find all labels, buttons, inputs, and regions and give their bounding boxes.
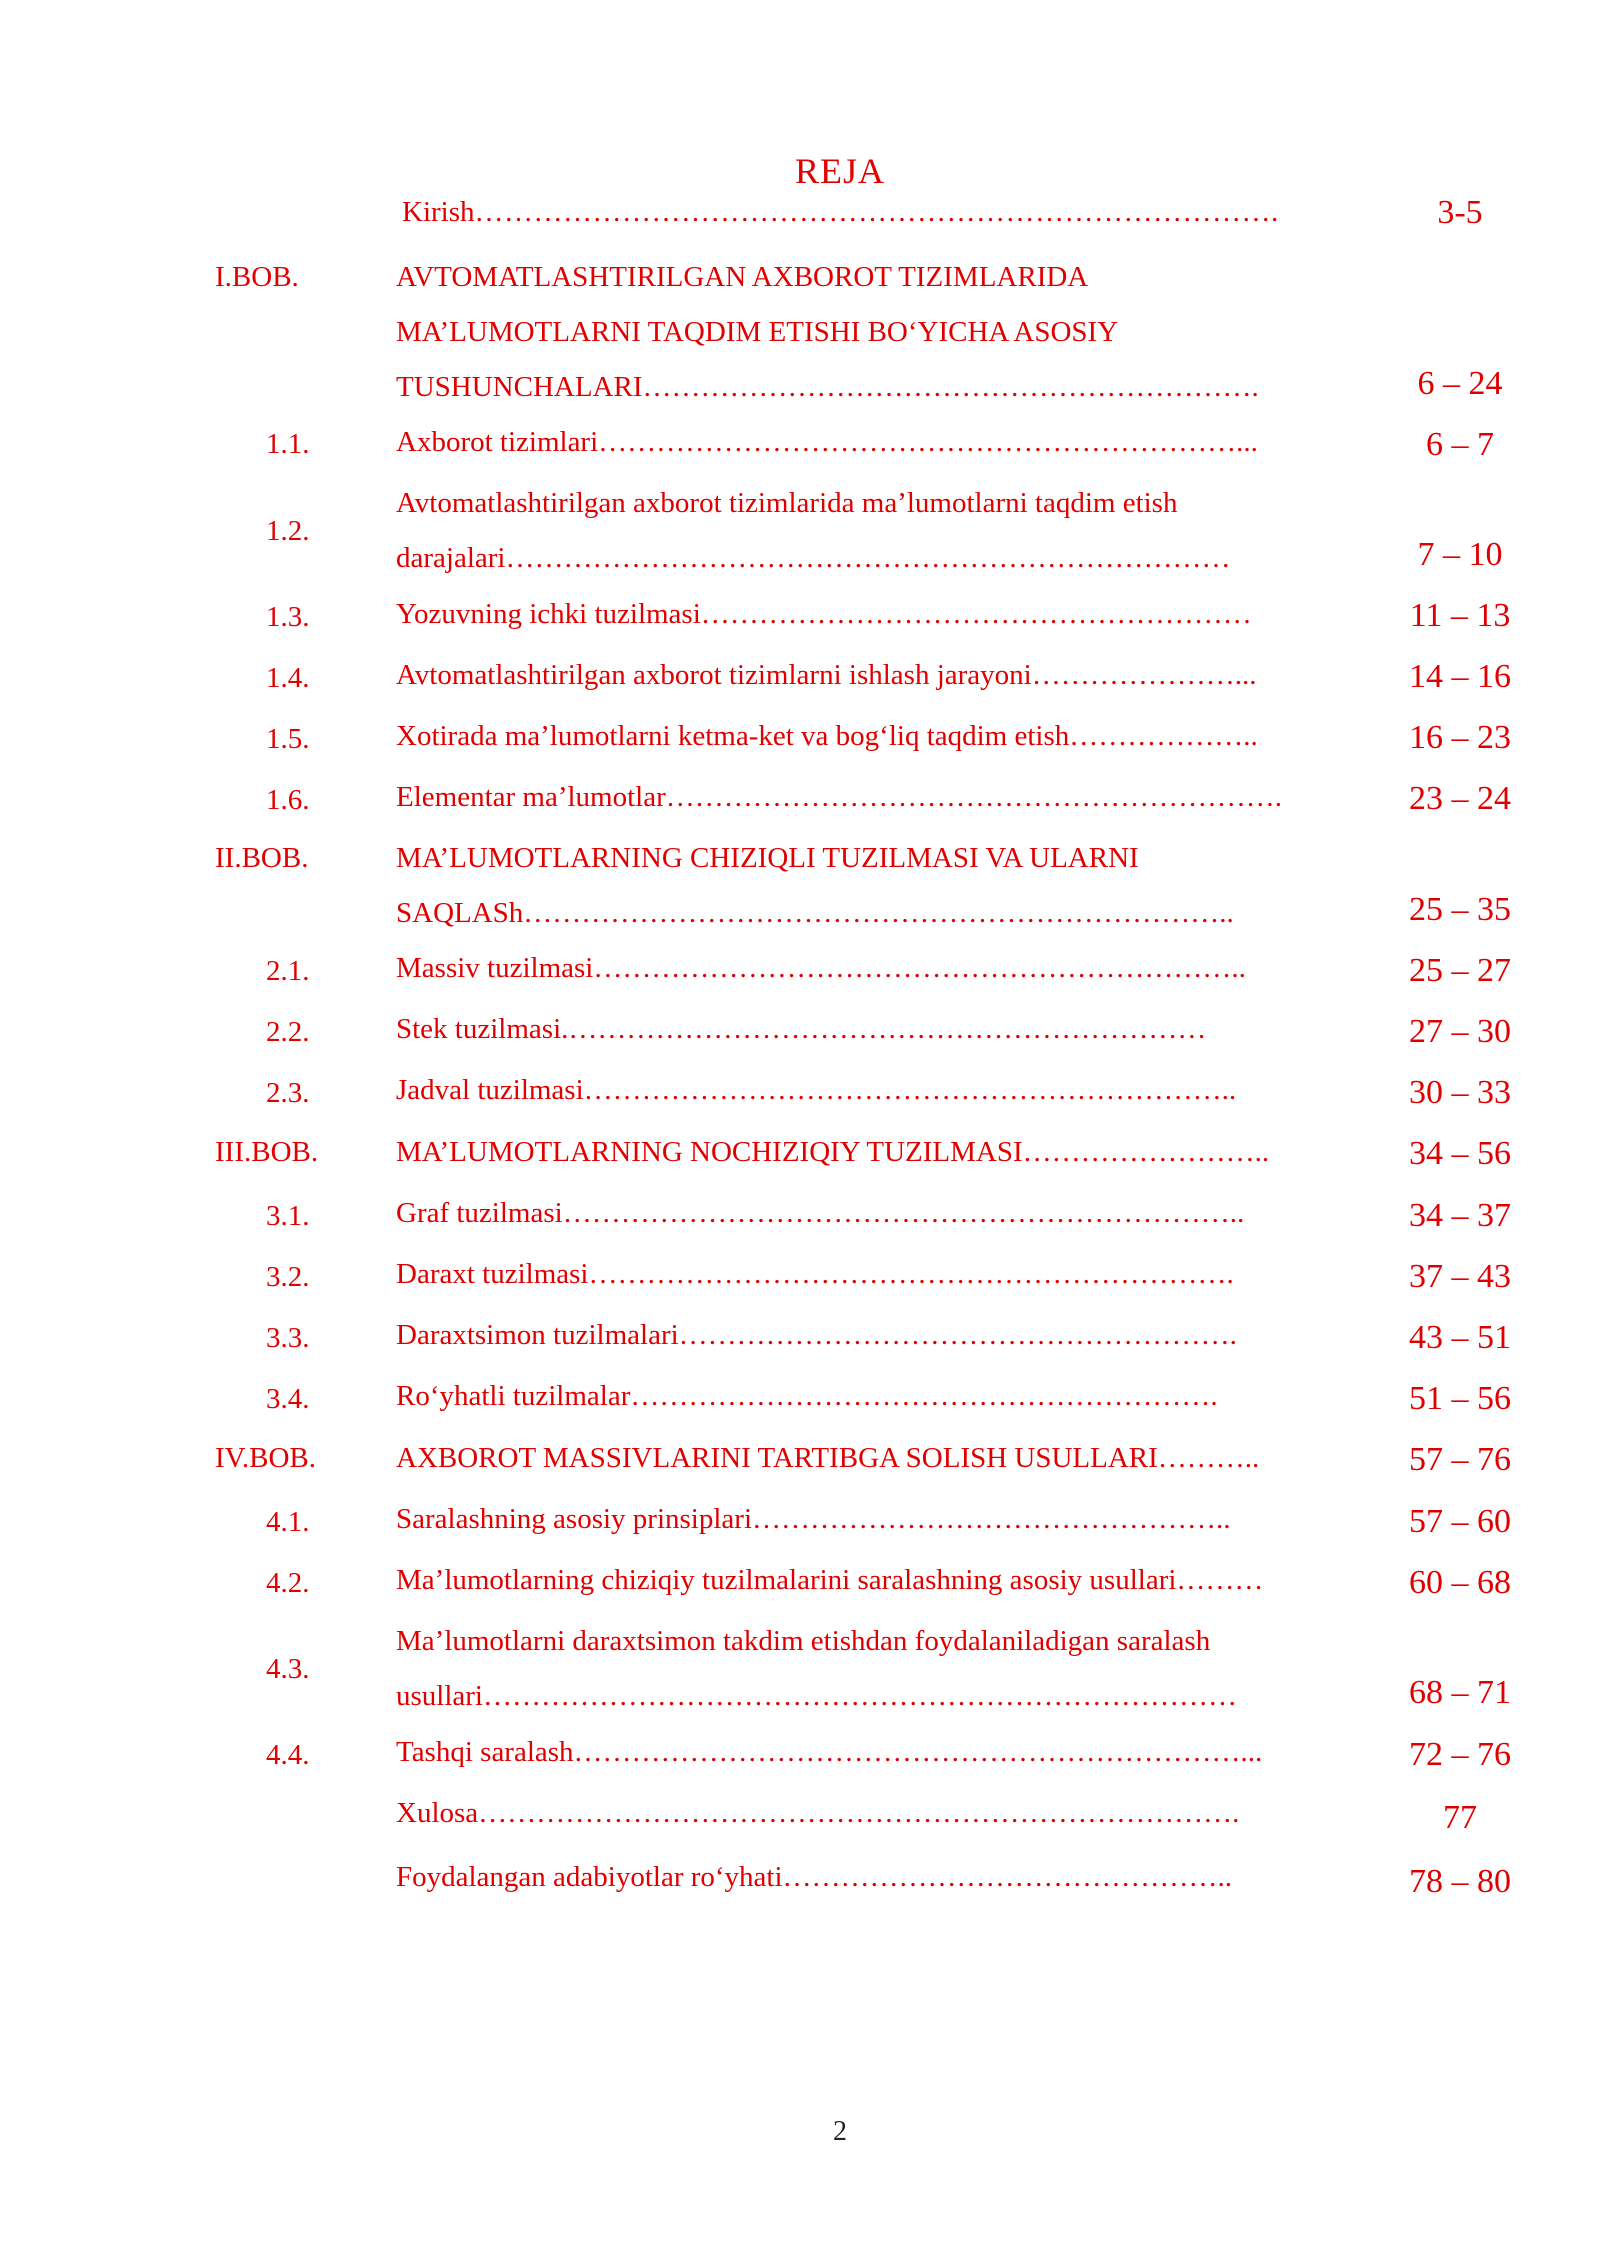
- toc-entry-number: 1.4.: [266, 662, 310, 694]
- toc-entry-pages: 43 – 51: [1409, 1319, 1511, 1356]
- toc-entry-title-line-2: usullari……………………………………………………………………: [396, 1680, 1237, 1712]
- toc-entry-title: Graf tuzilmasi……………………………………………………………..: [396, 1197, 1245, 1229]
- toc-entry-pages: 77: [1443, 1799, 1477, 1836]
- toc-entry-number: 3.3.: [266, 1322, 310, 1354]
- toc-entry-number: 4.1.: [266, 1506, 310, 1538]
- toc-entry-number: 1.2.: [266, 515, 310, 547]
- toc-entry-title: Ma’lumotlarning chiziqiy tuzilmalarini saralashning asosiy usullari………: [396, 1564, 1264, 1596]
- toc-entry-pages: 6 – 7: [1426, 426, 1494, 463]
- toc-entry-pages: 30 – 33: [1409, 1074, 1511, 1111]
- toc-entry-pages: 60 – 68: [1409, 1564, 1511, 1601]
- toc-entry-number: 2.1.: [266, 955, 310, 987]
- toc-entry-title: AXBOROT MASSIVLARINI TARTIBGA SOLISH USULLARI………..: [396, 1442, 1260, 1474]
- toc-entry-title: Elementar ma’lumotlar……………………………………………………….: [396, 781, 1283, 813]
- toc-entry-number: 1.5.: [266, 723, 310, 755]
- toc-entry-title: Jadval tuzilmasi…………………………………………………………..: [396, 1074, 1237, 1106]
- toc-entry-title: Avtomatlashtirilgan axborot tizimlarni ishlash jarayoni…………………...: [396, 659, 1257, 691]
- toc-entry-pages: 37 – 43: [1409, 1258, 1511, 1295]
- toc-entry-number: III.BOB.: [215, 1136, 319, 1168]
- toc-entry-title: Yozuvning ichki tuzilmasi…………………………………………………: [396, 598, 1252, 630]
- toc-entry-pages: 25 – 35: [1409, 891, 1511, 928]
- toc-entry-pages: 23 – 24: [1409, 780, 1511, 817]
- toc-entry-title: Ro‘yhatli tuzilmalar…………………………………………………….: [396, 1380, 1218, 1412]
- toc-entry-pages: 6 – 24: [1417, 365, 1503, 402]
- toc-entry-title-line-2: MA’LUMOTLARNI TAQDIM ETISHI BO‘YICHA ASOSIY: [396, 316, 1119, 348]
- page-number: 2: [833, 2116, 847, 2147]
- toc-entry-title-line-1: MA’LUMOTLARNING CHIZIQLI TUZILMASI VA ULARNI: [396, 842, 1139, 874]
- toc-entry-number: 4.2.: [266, 1567, 310, 1599]
- toc-entry-number: 3.2.: [266, 1261, 310, 1293]
- toc-entry-title-line-2: SAQLASh………………………………………………………………..: [396, 897, 1234, 929]
- toc-entry-number: 2.2.: [266, 1016, 310, 1048]
- toc-entry-title: Daraxtsimon tuzilmalari………………………………………………….: [396, 1319, 1237, 1351]
- toc-entry-pages: 68 – 71: [1409, 1674, 1511, 1711]
- toc-entry-pages: 34 – 37: [1409, 1197, 1511, 1234]
- toc-entry-title-line-2: darajalari…………………………………………………………………: [396, 542, 1231, 574]
- toc-entry-pages: 51 – 56: [1409, 1380, 1511, 1417]
- toc-entry-title-line-1: Ma’lumotlarni daraxtsimon takdim etishdan foydalaniladigan saralash: [396, 1625, 1211, 1657]
- toc-entry-pages: 14 – 16: [1409, 658, 1511, 695]
- toc-entry-pages: 7 – 10: [1417, 536, 1503, 573]
- toc-entry-title: MA’LUMOTLARNING NOCHIZIQIY TUZILMASI……………………..: [396, 1136, 1270, 1168]
- toc-entry-pages: 34 – 56: [1409, 1135, 1511, 1172]
- toc-entry-number: 4.4.: [266, 1739, 310, 1771]
- toc-entry-number: II.BOB.: [215, 842, 309, 874]
- toc-entry-title: Massiv tuzilmasi…………………………………………………………..: [396, 952, 1246, 984]
- toc-entry-title-line-1: AVTOMATLASHTIRILGAN AXBOROT TIZIMLARIDA: [396, 261, 1089, 293]
- toc-entry-title: Foydalangan adabiyotlar ro‘yhati………………………………………..: [396, 1861, 1233, 1893]
- toc-entry-number: 3.1.: [266, 1200, 310, 1232]
- toc-entry-title: Tashqi saralash……………………………………………………………...: [396, 1736, 1263, 1768]
- toc-entry-title: Kirish……………………………………………………………………….: [402, 196, 1279, 228]
- toc-entry-number: 1.3.: [266, 601, 310, 633]
- toc-entry-pages: 25 – 27: [1409, 952, 1511, 989]
- toc-entry-number: I.BOB.: [215, 261, 299, 293]
- toc-entry-title: Daraxt tuzilmasi………………………………………………………….: [396, 1258, 1234, 1290]
- toc-entry-title: Axborot tizimlari…………………………………………………………...: [396, 426, 1258, 458]
- toc-entry-number: 2.3.: [266, 1077, 310, 1109]
- toc-entry-number: 1.1.: [266, 428, 310, 460]
- toc-entry-pages: 57 – 60: [1409, 1503, 1511, 1540]
- page-title: REJA: [794, 151, 885, 191]
- toc-entry-number: 1.6.: [266, 784, 310, 816]
- toc-entry-title: Xotirada ma’lumotlarni ketma-ket va bog‘liq taqdim etish………………..: [396, 720, 1258, 752]
- toc-entry-title: Xulosa…………………………………………………………………….: [396, 1797, 1240, 1829]
- toc-entry-pages: 11 – 13: [1409, 597, 1511, 634]
- toc-entry-pages: 16 – 23: [1409, 719, 1511, 756]
- toc-entry-pages: 72 – 76: [1409, 1736, 1511, 1773]
- toc-entry-pages: 27 – 30: [1409, 1013, 1511, 1050]
- toc-entry-title-line-3: TUSHUNCHALARI……………………………………………………….: [396, 371, 1259, 403]
- toc-entry-number: 4.3.: [266, 1653, 310, 1685]
- toc-entry-number: IV.BOB.: [215, 1442, 316, 1474]
- toc-entry-title-line-1: Avtomatlashtirilgan axborot tizimlarida ma’lumotlarni taqdim etish: [396, 487, 1178, 519]
- toc-entry-pages: 3-5: [1437, 194, 1483, 231]
- toc-entry-number: 3.4.: [266, 1383, 310, 1415]
- toc-entry-pages: 78 – 80: [1409, 1863, 1511, 1900]
- toc-entry-title: Stek tuzilmasi.…………………………………………………………: [396, 1013, 1207, 1045]
- toc-entry-title: Saralashning asosiy prinsiplari…………………………………………..: [396, 1503, 1231, 1535]
- toc-entry-pages: 57 – 76: [1409, 1441, 1511, 1478]
